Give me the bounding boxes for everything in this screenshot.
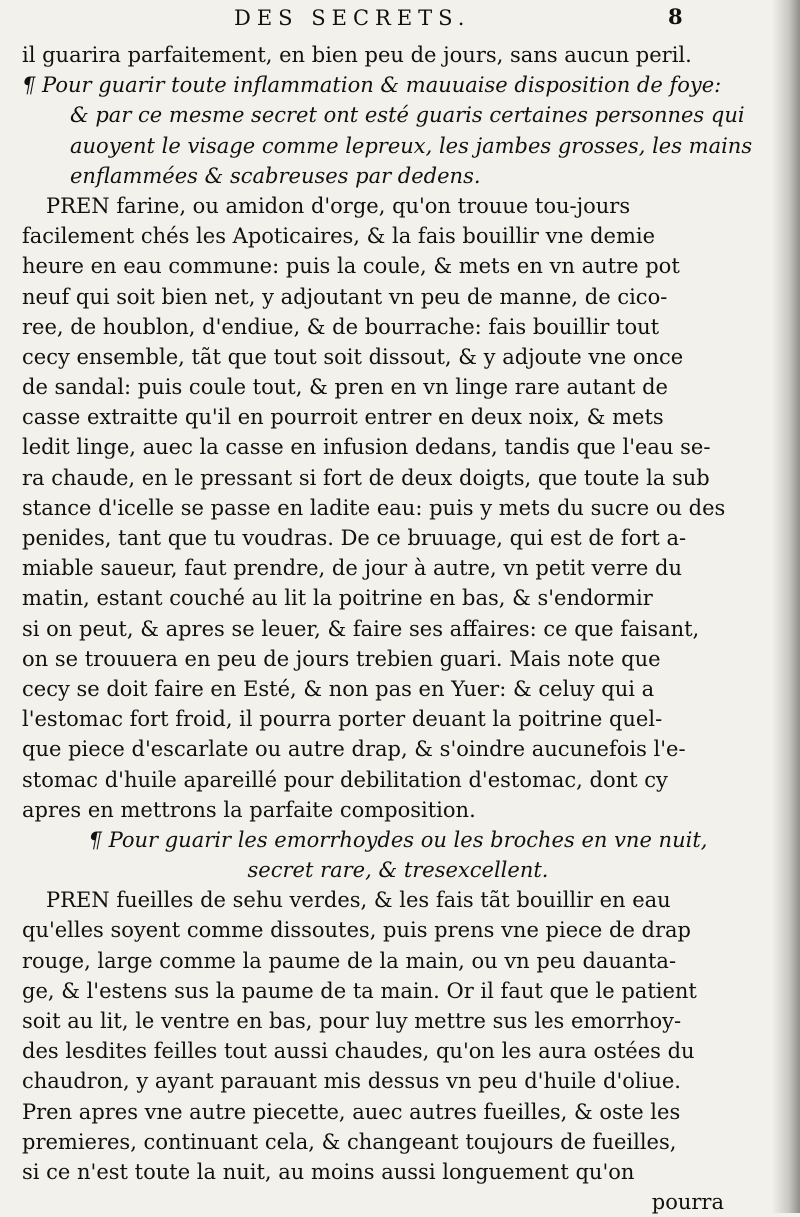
text-line: apres en mettrons la parfaite composition. (22, 797, 476, 822)
text-line: des lesdites feilles tout aussi chaudes, qu'on les aura ostées du (22, 1039, 695, 1064)
text-line: premieres, continuant cela, & changeant toujours de fueilles, (22, 1129, 677, 1154)
page-edge-shadow (772, 0, 800, 1213)
text-line: qu'elles soyent comme dissoutes, puis prens vne piece de drap (22, 918, 691, 943)
text-line: ra chaude, en le pressant si fort de deux doigts, que toute la sub (22, 465, 710, 490)
text-line: casse extraitte qu'il en pourroit entrer en deux noix, & mets (22, 405, 664, 430)
running-title: DES SECRETS. (234, 6, 471, 30)
text-line: ree, de houblon, d'endiue, & de bourrache: fais bouillir tout (22, 314, 660, 339)
text-line: cecy ensemble, tãt que tout soit dissout, & y adjoute vne once (22, 344, 684, 369)
text-line: stomac d'huile apareillé pour debilitation d'estomac, dont cy (22, 767, 668, 792)
text-line: si on peut, & apres se leuer, & faire ses affaires: ce que faisant, (22, 616, 700, 641)
text-line: il guarira parfaitement, en bien peu de jours, sans aucun peril. (22, 43, 692, 67)
text-line: que piece d'escarlate ou autre drap, & s'oindre aucunefois l'e- (22, 737, 686, 762)
text-line: neuf qui soit bien net, y adjoutant vn peu de manne, de cico- (22, 284, 668, 309)
text-line: facilement chés les Apoticaires, & la fais bouillir vne demie (22, 224, 656, 249)
text-line: soit au lit, le ventre en bas, pour luy mettre sus les emorrhoy- (22, 1009, 682, 1033)
text-line: auoyent le visage comme lepreux, les jambes grosses, les mains (70, 133, 753, 158)
text-line: ¶ Pour guarir les emorrhoydes ou les broches en vne nuit, (88, 827, 708, 852)
body-text (22, 40, 774, 1217)
text-line: rouge, large comme la paume de la main, ou vn peu dauanta- (22, 948, 677, 973)
text-line: ge, & l'estens sus la paume de ta main. Or il faut que le patient (22, 978, 697, 1003)
text-line: l'estomac fort froid, il pourra porter deuant la poitrine quel- (22, 707, 663, 732)
text-line: Pren apres vne autre piecette, auec autres fueilles, & oste les (22, 1099, 681, 1124)
text-line: enflammées & scabreuses par dedens. (70, 163, 481, 188)
text-line: PREN farine, ou amidon d'orge, qu'on trouue tou-jours (46, 193, 631, 218)
text-line: heure en eau commune: puis la coule, & mets en vn autre pot (22, 254, 680, 279)
page-header (0, 4, 772, 38)
text-line: de sandal: puis coule tout, & pren en vn linge rare autant de (22, 375, 668, 400)
text-line: stance d'icelle se passe en ladite eau: puis y mets du sucre ou des (22, 495, 726, 520)
text-line: penides, tant que tu voudras. De ce bruuage, qui est de fort a- (22, 526, 687, 550)
text-line: & par ce mesme secret ont esté guaris certaines personnes qui (70, 103, 745, 128)
text-line: PREN fueilles de sehu verdes, & les fais tãt bouillir en eau (46, 888, 671, 913)
text-line: ledit linge, auec la casse en infusion dedans, tandis que l'eau se- (22, 435, 711, 460)
text-line: si ce n'est toute la nuit, au moins aussi longuement qu'on (22, 1159, 635, 1184)
text-line: miable saueur, faut prendre, de jour à autre, vn petit verre du (22, 556, 682, 581)
text-line: matin, estant couché au lit la poitrine en bas, & s'endormir (22, 586, 653, 611)
text-line: cecy se doit faire en Esté, & non pas en Yuer: & celuy qui a (22, 676, 655, 701)
page-number: 8 (668, 4, 683, 29)
text-line: on se trouuera en peu de jours trebien guari. Mais note que (22, 646, 661, 671)
text-line: pourra (651, 1190, 724, 1215)
text-line: secret rare, & tresexcellent. (247, 858, 549, 883)
text-line: chaudron, y ayant parauant mis dessus vn peu d'huile d'oliue. (22, 1069, 681, 1094)
text-line: ¶ Pour guarir toute inflammation & mauuaise disposition de foye: (22, 73, 722, 98)
